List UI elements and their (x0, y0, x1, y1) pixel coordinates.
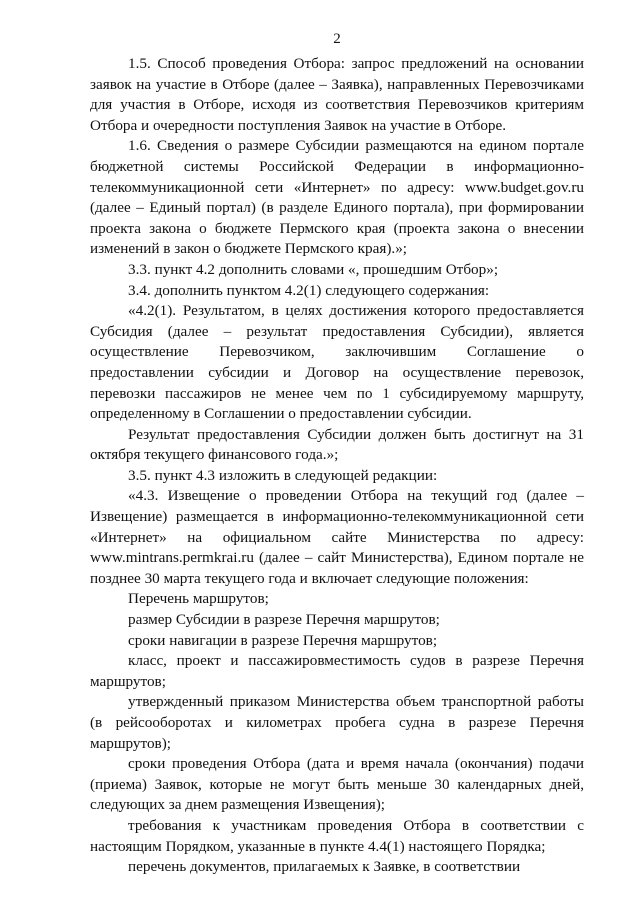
paragraph-1-6: 1.6. Сведения о размере Субсидии размещаются на едином портале бюджетной системы Российской Федерации в информационно-телекоммуникационной сети «Интернет» по адресу: www.budget.gov.ru (далее – Единый портал) (в разделе Единого портала), при формировании проекта закона о бюджете Пермского края (проекта закона о внесении изменений в закон о бюджете Пермского края).»; (90, 137, 584, 258)
list-item-subsidy-size: размер Субсидии в разрезе Перечня маршрутов; (128, 611, 440, 629)
paragraph-result: Результат предоставления Субсидии должен быть достигнут на 31 октября текущего финансового года.»; (90, 425, 584, 464)
list-item-routes: Перечень маршрутов; (128, 590, 269, 608)
list-item-transport-volume: утвержденный приказом Министерства объем транспортной работы (в рейсооборотах и километрах пробега судна в разрезе Перечня маршрутов); (90, 693, 584, 752)
list-item-vessel-class: класс, проект и пассажировместимость судов в разрезе Перечня маршрутов; (90, 652, 584, 690)
list-item-documents: перечень документов, прилагаемых к Заявке, в соответствии (128, 858, 521, 876)
paragraph-3-5: 3.5. пункт 4.3 изложить в следующей редакции: (128, 466, 438, 484)
list-item-navigation-terms: сроки навигации в разрезе Перечня маршрутов; (128, 631, 438, 649)
paragraph-1-5: 1.5. Способ проведения Отбора: запрос предложений на основании заявок на участие в Отборе (далее – Заявка), направленных Перевозчиками для участия в Отборе, исходя из соответствия Перевозчиков критериям Отбора и очередности поступления Заявок на участие в Отборе. (90, 55, 584, 134)
list-item-participant-requirements: требования к участникам проведения Отбора в соответствии с настоящим Порядком, указанные в пункте 4.4(1) настоящего Порядка; (90, 816, 584, 855)
paragraph-4-2-1: «4.2(1). Результатом, в целях достижения которого предоставляется Субсидия (далее – результат предоставления Субсидии), является осуществление Перевозчиком, заключившим Соглашение о предоставлении субсидии и Договор на осуществление перевозок, перевозки пассажиров не менее чем по 1 субсидируемому маршруту, определенному в Соглашении о предоставлении субсидии. (90, 302, 584, 423)
paragraph-3-4: 3.4. дополнить пунктом 4.2(1) следующего содержания: (128, 281, 490, 299)
list-item-selection-terms: сроки проведения Отбора (дата и время начала (окончания) подачи (приема) Заявок, которые не могут быть меньше 30 календарных дней, следующих за днем размещения Извещения); (90, 755, 584, 814)
page-number: 2 (333, 31, 341, 47)
paragraph-3-3: 3.3. пункт 4.2 дополнить словами «, прошедшим Отбор»; (128, 260, 499, 278)
paragraph-4-3: «4.3. Извещение о проведении Отбора на текущий год (далее – Извещение) размещается в информационно-телекоммуникационной сети «Интернет» на официальном сайте Министерства по адресу: www.mintrans.permkrai.ru (далее – сайт Министерства), Едином портале не позднее 30 марта текущего года и включает следующие положения: (90, 487, 584, 587)
